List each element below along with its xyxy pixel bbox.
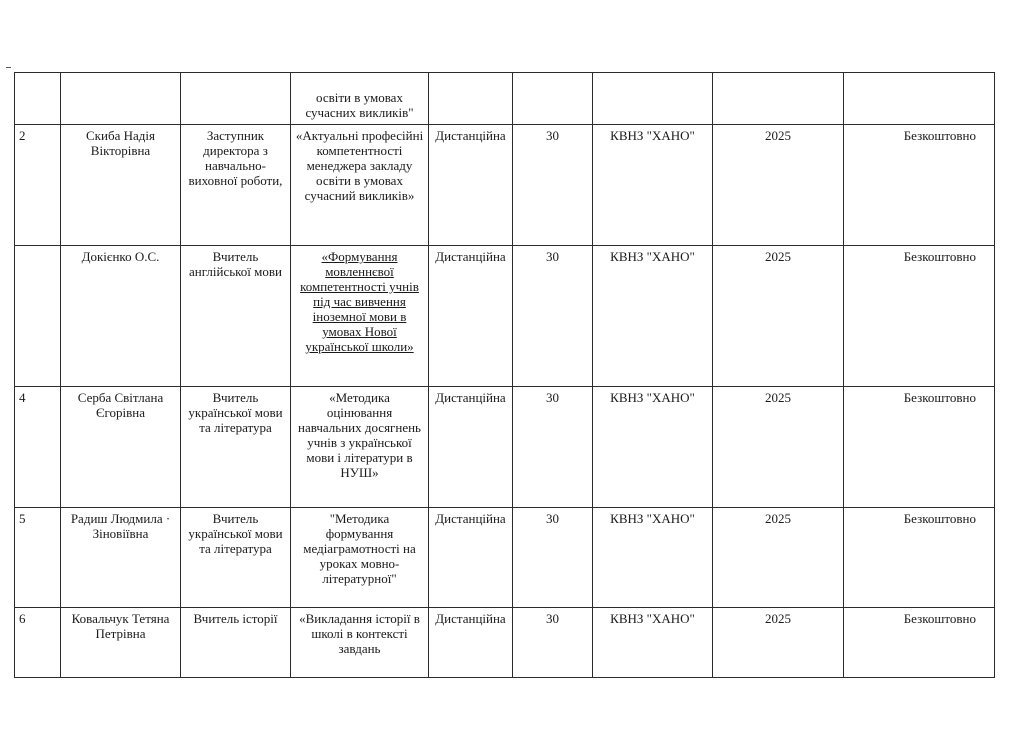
form-cell: Дистанційна: [429, 608, 513, 678]
position-cell: Вчитель історії: [181, 608, 291, 678]
topic-cell: «Викладання історії в школі в контексті завдань: [291, 608, 429, 678]
year-cell: 2025: [713, 125, 844, 246]
topic-cell: «Актуальні професійні компетентності менеджера закладу освіти в умовах сучасний викликів»: [291, 125, 429, 246]
num-cell: [15, 73, 61, 125]
name-cell: Серба Світлана Єгорівна: [61, 387, 181, 508]
institution-cell: [593, 73, 713, 125]
table-row: [15, 608, 995, 678]
document-page: [14, 72, 994, 678]
position-cell: Вчитель української мови та література: [181, 387, 291, 508]
cost-cell: Безкоштовно: [844, 125, 995, 246]
topic-cell: «Методика оцінювання навчальних досягнень учнів з української мови і літератури в НУШ»: [291, 387, 429, 508]
cost-cell: Безкоштовно: [844, 508, 995, 608]
position-cell: [181, 73, 291, 125]
position-cell: Вчитель англійської мови: [181, 246, 291, 387]
num-cell: 4: [15, 387, 61, 508]
cost-cell: [844, 73, 995, 125]
cost-cell: Безкоштовно: [844, 387, 995, 508]
year-cell: 2025: [713, 608, 844, 678]
num-cell: 6: [15, 608, 61, 678]
year-cell: [713, 73, 844, 125]
hours-cell: 30: [513, 608, 593, 678]
table-row: [15, 246, 995, 387]
form-cell: [429, 73, 513, 125]
topic-cell: освіти в умовах сучасних викликів": [291, 73, 429, 125]
institution-cell: КВНЗ "ХАНО": [593, 125, 713, 246]
table-row: [15, 125, 995, 246]
name-cell: Радиш Людмила · Зіновіївна: [61, 508, 181, 608]
hours-cell: 30: [513, 387, 593, 508]
name-cell: Скиба Надія Вікторівна: [61, 125, 181, 246]
hours-cell: 30: [513, 246, 593, 387]
institution-cell: КВНЗ "ХАНО": [593, 246, 713, 387]
hours-cell: 30: [513, 125, 593, 246]
num-cell: [15, 246, 61, 387]
cost-cell: Безкоштовно: [844, 246, 995, 387]
position-cell: Заступник директора з навчально-виховної роботи,: [181, 125, 291, 246]
form-cell: Дистанційна: [429, 508, 513, 608]
topic-cell: «Формування мовленнєвої компетентності учнів під час вивчення іноземної мови в умовах Нової української школи»: [291, 246, 429, 387]
table-row: [15, 387, 995, 508]
position-cell: Вчитель української мови та література: [181, 508, 291, 608]
institution-cell: КВНЗ "ХАНО": [593, 508, 713, 608]
hours-cell: [513, 73, 593, 125]
institution-cell: КВНЗ "ХАНО": [593, 387, 713, 508]
num-cell: 2: [15, 125, 61, 246]
name-cell: [61, 73, 181, 125]
year-cell: 2025: [713, 246, 844, 387]
form-cell: Дистанційна: [429, 125, 513, 246]
table-row: [15, 508, 995, 608]
form-cell: Дистанційна: [429, 246, 513, 387]
hours-cell: 30: [513, 508, 593, 608]
scan-mark: [6, 67, 11, 68]
training-table: [14, 72, 995, 678]
institution-cell: КВНЗ "ХАНО": [593, 608, 713, 678]
name-cell: Докієнко О.С.: [61, 246, 181, 387]
form-cell: Дистанційна: [429, 387, 513, 508]
year-cell: 2025: [713, 387, 844, 508]
name-cell: Ковальчук Тетяна Петрівна: [61, 608, 181, 678]
num-cell: 5: [15, 508, 61, 608]
table-row: [15, 73, 995, 125]
topic-cell: "Методика формування медіаграмотності на уроках мовно-літературної": [291, 508, 429, 608]
year-cell: 2025: [713, 508, 844, 608]
cost-cell: Безкоштовно: [844, 608, 995, 678]
